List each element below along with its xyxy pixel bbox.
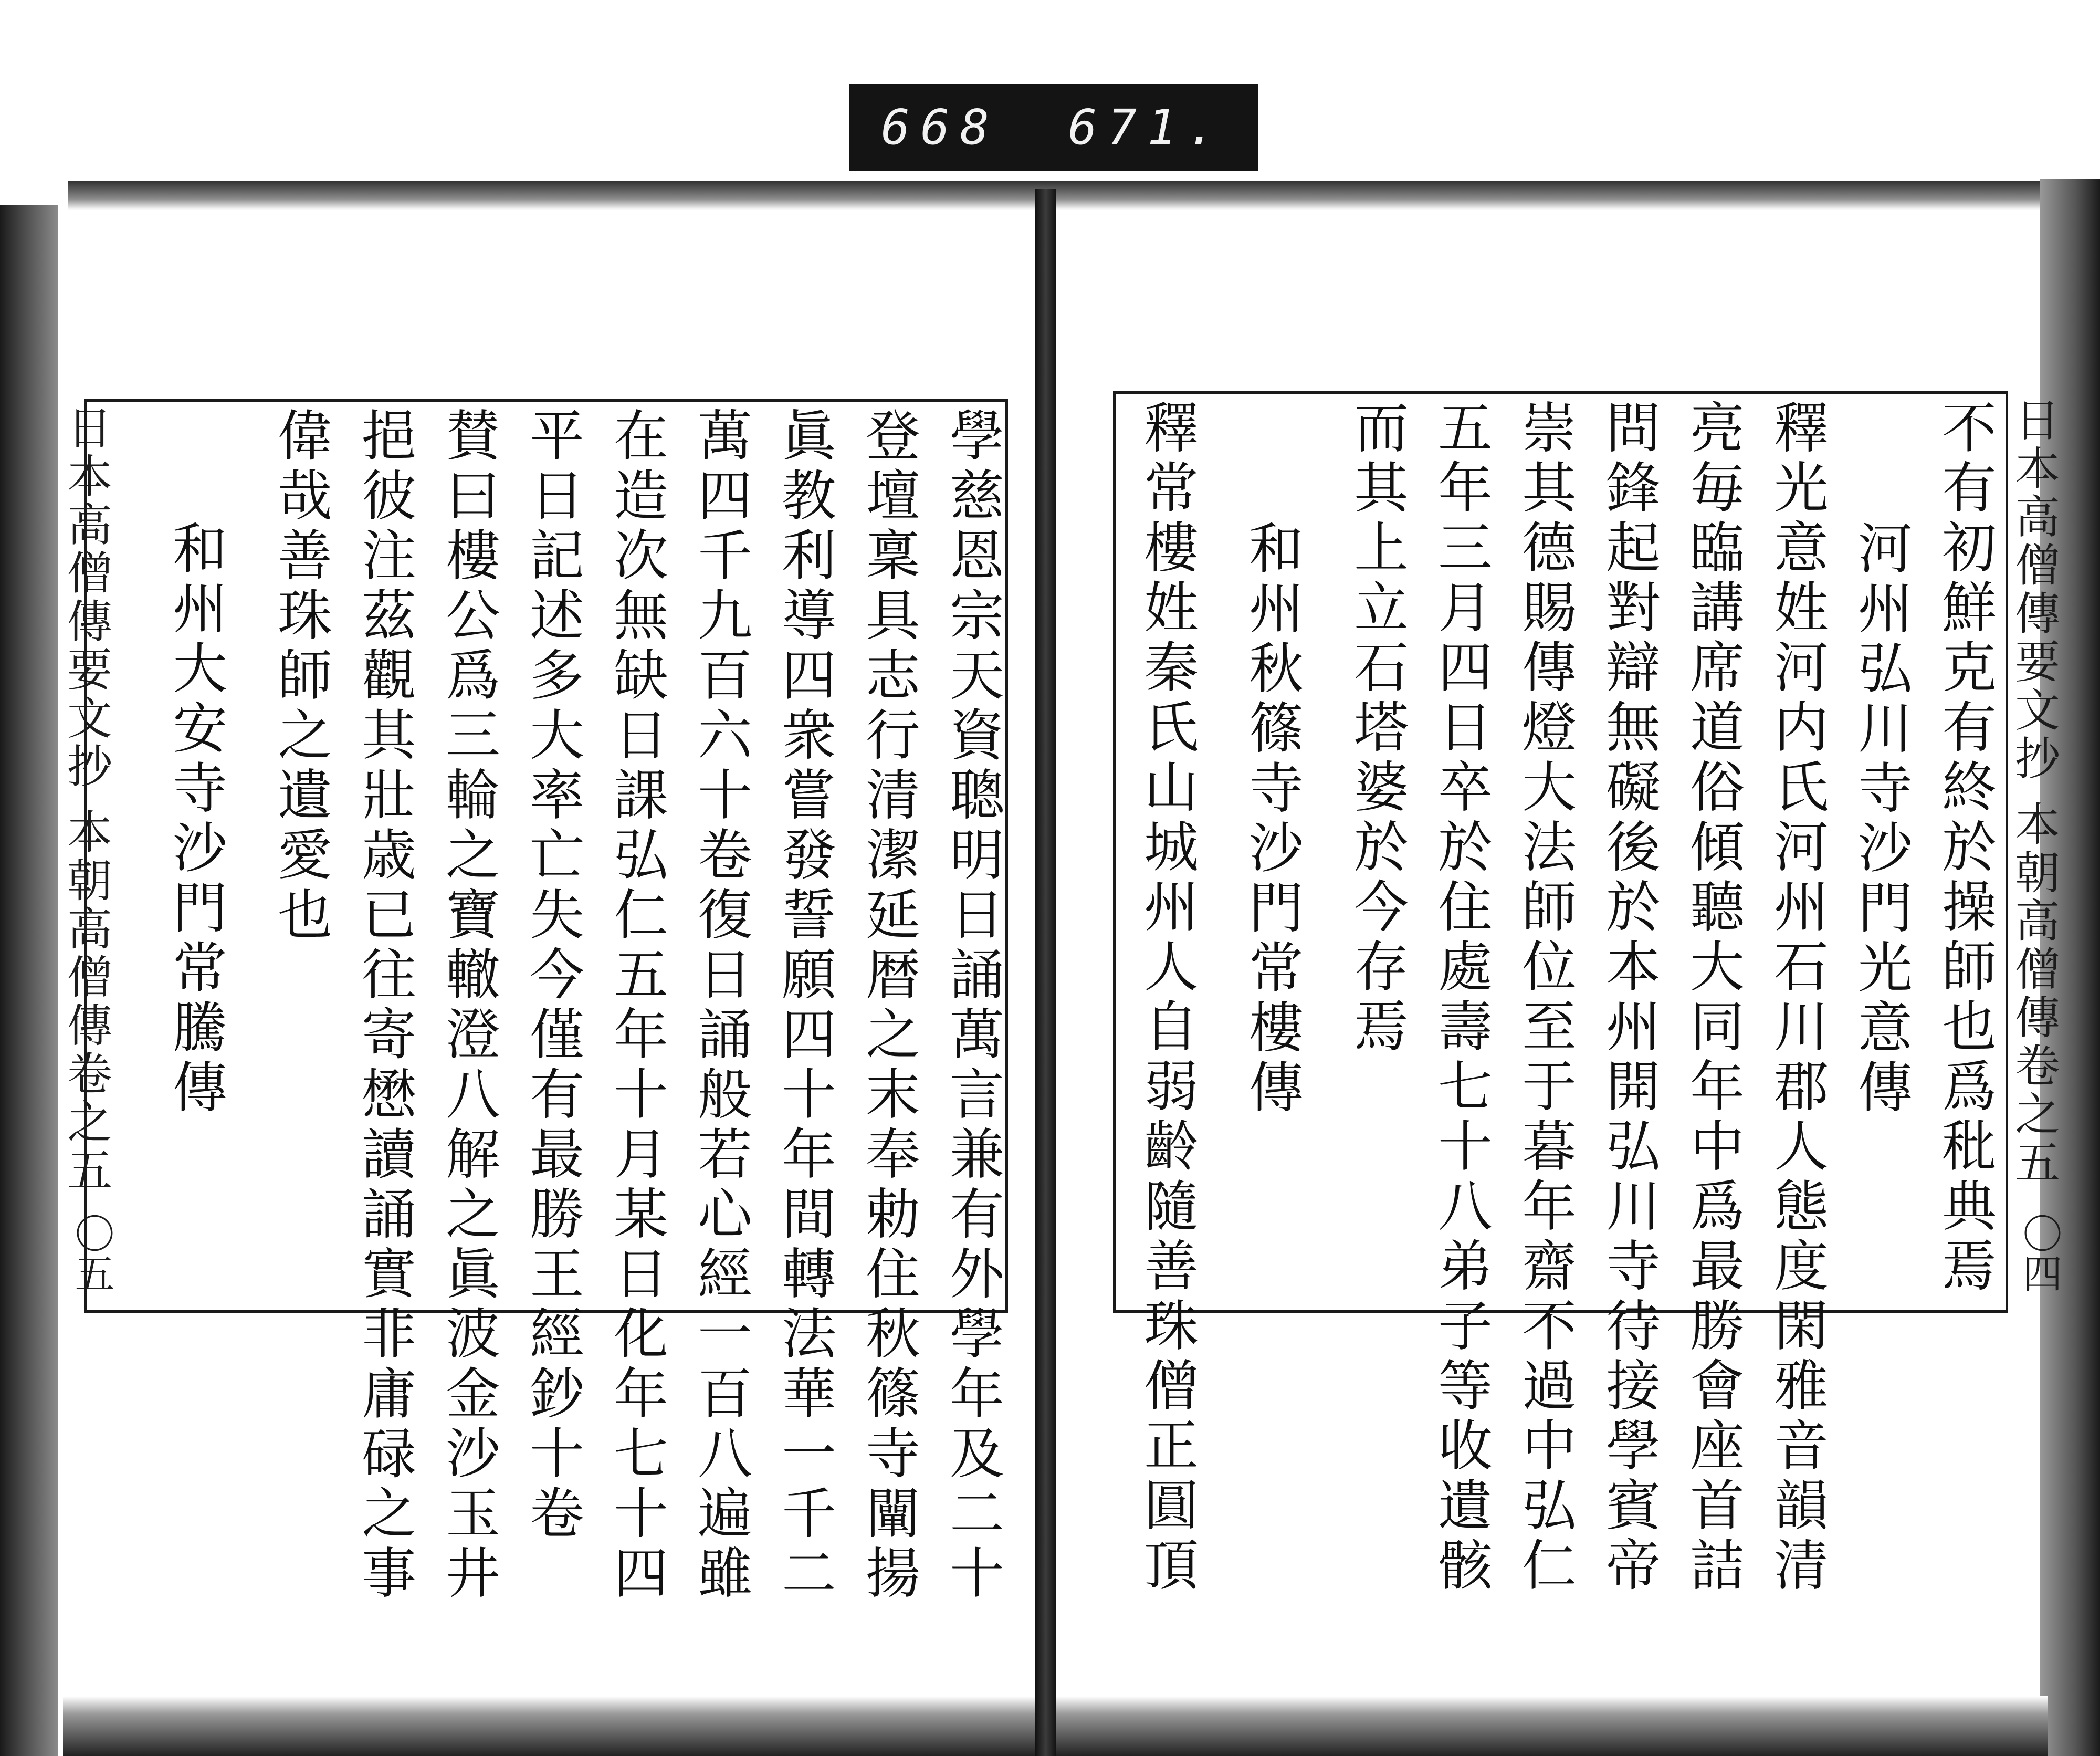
right-page-column-8: 而其上立石塔婆於今存焉 (1345, 399, 1409, 1058)
left-page-biography-heading: 和州大安寺沙門常騰傳 (163, 520, 227, 1119)
right-page-column-3: 釋光意姓河内氏河州石川郡人態度閑雅音韻清 (1765, 399, 1829, 1596)
right-page-column-6: 崇其德賜傳燈大法師位至于暮年齋不過中弘仁 (1513, 399, 1577, 1596)
frame-number-left: 668 (881, 99, 1000, 155)
left-page-column-6: 平日記述多大率亡失今僅有最勝王經鈔十卷 (520, 407, 584, 1544)
right-page-biography-heading-2: 和州秋篠寺沙門常樓傳 (1240, 520, 1304, 1119)
right-page-column-5: 問鋒起對辯無礙後於本州開弘川寺待接學賓帝 (1597, 399, 1661, 1596)
right-page-column-7: 五年三月四日卒於住處壽七十八弟子等收遺骸 (1429, 399, 1493, 1596)
left-page-margin-title: 日本高僧傳要文抄 本朝高僧傳卷之五 (59, 404, 112, 1195)
right-page-biography-heading-1: 河州弘川寺沙門光意傳 (1849, 520, 1913, 1119)
left-page-column-1: 學慈恩宗天資聰明日誦萬言兼有外學年及二十 (940, 407, 1004, 1604)
left-page-number: 〇五 (68, 1213, 115, 1293)
right-page-column-1: 不有初鮮克有終於操師也爲秕典焉 (1933, 399, 1997, 1297)
right-page-column-4: 亮毎臨講席道俗傾聽大同年中爲最勝會座首詰 (1681, 399, 1745, 1596)
left-page-column-2: 登壇稟具志行清潔延暦之末奉勅住秋篠寺闡揚 (856, 407, 920, 1604)
right-page-margin-title: 日本高僧傳要文抄 本朝高僧傳卷之五 (2007, 396, 2060, 1187)
left-page-column-4: 萬四千九百六十卷復日誦般若心經一百八遍雖 (688, 407, 752, 1604)
book-gutter (1035, 189, 1056, 1756)
right-page-column-10: 釋常樓姓秦氏山城州人自弱齡隨善珠僧正圓頂 (1135, 399, 1199, 1596)
left-page-column-5: 在造次無缺日課弘仁五年十月某日化年七十四 (604, 407, 668, 1604)
frame-number-label (849, 84, 1258, 171)
left-page-column-8: 挹彼注茲觀其壯歳已往寄懋讀誦實非庸碌之事 (352, 407, 416, 1604)
left-page-column-3: 眞教利導四衆嘗發誓願四十年間轉法華一千二 (772, 407, 836, 1604)
left-page-column-9: 偉哉善珠師之遺愛也 (268, 407, 332, 946)
frame-number-right: 671. (1068, 99, 1226, 155)
right-page-number: 〇四 (2016, 1213, 2063, 1293)
left-page-column-7: 賛曰樓公爲三輪之寶轍澄八解之眞波金沙玉井 (436, 407, 500, 1604)
scan-left-edge (0, 205, 58, 1756)
